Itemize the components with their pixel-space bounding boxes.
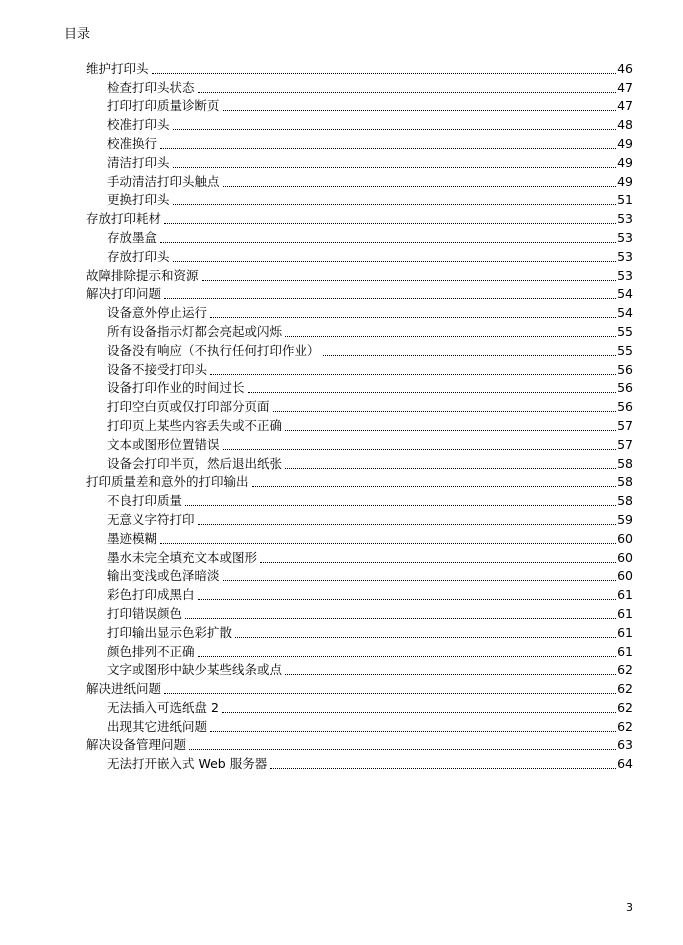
toc-entry-title: 墨水未完全填充文本或图形 <box>107 549 258 565</box>
toc-entry-page: 47 <box>617 79 633 95</box>
toc-entry-title: 打印页上某些内容丢失或不正确 <box>107 417 283 433</box>
toc-entry-page: 64 <box>617 756 633 772</box>
toc-dot-leader <box>210 731 616 732</box>
toc-entry[interactable] <box>86 396 633 415</box>
toc-entry-page: 60 <box>617 549 633 565</box>
toc-entry[interactable] <box>86 622 633 641</box>
toc-entry-page: 62 <box>617 681 633 697</box>
toc-entry-page: 58 <box>617 455 633 471</box>
toc-dot-leader <box>248 392 617 393</box>
toc-entry[interactable] <box>86 472 633 491</box>
toc-entry-title: 解决打印问题 <box>86 286 162 302</box>
toc-entry-page: 62 <box>617 699 633 715</box>
toc-dot-leader <box>160 543 616 544</box>
toc-entry-title: 打印打印质量诊断页 <box>107 98 220 114</box>
toc-entry-page: 54 <box>617 286 633 302</box>
toc-entry[interactable] <box>86 434 633 453</box>
toc-entry[interactable] <box>86 735 633 754</box>
toc-entry-title: 解决设备管理问题 <box>86 737 187 753</box>
toc-entry-page: 56 <box>617 380 633 396</box>
toc-entry-title: 输出变浅或色泽暗淡 <box>107 568 220 584</box>
toc-dot-leader <box>273 411 617 412</box>
toc-dot-leader <box>270 768 616 769</box>
toc-entry-title: 无意义字符打印 <box>107 511 195 527</box>
toc-entry-page: 53 <box>617 229 633 245</box>
toc-entry-page: 57 <box>617 417 633 433</box>
toc-entry[interactable] <box>86 697 633 716</box>
toc-dot-leader <box>198 92 617 93</box>
toc-entry[interactable] <box>86 678 633 697</box>
toc-entry-title: 设备意外停止运行 <box>107 305 208 321</box>
toc-dot-leader <box>260 562 616 563</box>
toc-entry-title: 校准换行 <box>107 135 158 151</box>
toc-entry-title: 文本或图形位置错误 <box>107 436 220 452</box>
toc-entry-title: 打印错误颜色 <box>107 605 183 621</box>
toc-entry-title: 彩色打印成黑白 <box>107 587 195 603</box>
toc-entry-title: 存放打印头 <box>107 248 170 264</box>
toc-entry[interactable] <box>86 284 633 303</box>
toc-entry[interactable] <box>86 302 633 321</box>
toc-dot-leader <box>173 204 617 205</box>
toc-dot-leader <box>164 693 616 694</box>
toc-entry[interactable] <box>86 528 633 547</box>
toc-entry-page: 51 <box>617 192 633 208</box>
toc-entry-page: 54 <box>617 305 633 321</box>
toc-entry-page: 59 <box>617 511 633 527</box>
toc-entry-page: 46 <box>617 60 633 76</box>
toc-entry-title: 存放墨盒 <box>107 229 158 245</box>
toc-dot-leader <box>173 261 617 262</box>
toc-entry-page: 55 <box>617 342 633 358</box>
toc-entry[interactable] <box>86 321 633 340</box>
toc-entry-page: 56 <box>617 399 633 415</box>
toc-entry-page: 49 <box>617 154 633 170</box>
toc-dot-leader <box>198 599 617 600</box>
toc-entry[interactable] <box>86 378 633 397</box>
table-of-contents <box>86 58 633 772</box>
toc-entry-title: 校准打印头 <box>107 117 170 133</box>
toc-dot-leader <box>285 674 616 675</box>
toc-entry-page: 56 <box>617 361 633 377</box>
toc-entry-title: 检查打印头状态 <box>107 79 195 95</box>
toc-dot-leader <box>222 712 616 713</box>
toc-dot-leader <box>223 580 617 581</box>
toc-dot-leader <box>185 618 616 619</box>
toc-entry-title: 更换打印头 <box>107 192 170 208</box>
toc-entry[interactable] <box>86 547 633 566</box>
toc-entry-page: 61 <box>617 624 633 640</box>
toc-entry-page: 53 <box>617 211 633 227</box>
toc-dot-leader <box>189 749 616 750</box>
toc-entry-title: 打印质量差和意外的打印输出 <box>86 474 249 490</box>
toc-entry[interactable] <box>86 716 633 735</box>
toc-entry-page: 49 <box>617 173 633 189</box>
toc-entry-title: 设备不接受打印头 <box>107 361 208 377</box>
toc-entry-title: 打印输出显示色彩扩散 <box>107 624 233 640</box>
toc-entry[interactable] <box>86 96 633 115</box>
toc-entry[interactable] <box>86 246 633 265</box>
toc-dot-leader <box>285 430 616 431</box>
toc-entry-page: 61 <box>617 587 633 603</box>
toc-dot-leader <box>198 656 617 657</box>
toc-dot-leader <box>235 637 616 638</box>
toc-entry-title: 无法打开嵌入式 Web 服务器 <box>107 756 268 772</box>
toc-dot-leader <box>223 449 617 450</box>
toc-entry-title: 故障排除提示和资源 <box>86 267 199 283</box>
toc-entry-title: 文字或图形中缺少某些线条或点 <box>107 662 283 678</box>
toc-entry[interactable] <box>86 265 633 284</box>
toc-dot-leader <box>173 167 617 168</box>
toc-dot-leader <box>152 73 617 74</box>
toc-entry[interactable] <box>86 753 633 772</box>
toc-entry[interactable] <box>86 58 633 77</box>
toc-entry[interactable] <box>86 584 633 603</box>
toc-entry-title: 墨迹模糊 <box>107 530 158 546</box>
toc-dot-leader <box>252 486 617 487</box>
toc-entry-page: 55 <box>617 323 633 339</box>
toc-dot-leader <box>285 468 616 469</box>
toc-entry-title: 所有设备指示灯都会亮起或闪烁 <box>107 323 283 339</box>
toc-entry-page: 53 <box>617 267 633 283</box>
toc-entry[interactable] <box>86 415 633 434</box>
toc-entry-page: 53 <box>617 248 633 264</box>
toc-entry-title: 设备没有响应（不执行任何打印作业） <box>107 342 320 358</box>
toc-entry-page: 61 <box>617 643 633 659</box>
toc-entry[interactable] <box>86 566 633 585</box>
toc-entry-title: 清洁打印头 <box>107 154 170 170</box>
toc-entry[interactable] <box>86 340 633 359</box>
toc-entry[interactable] <box>86 641 633 660</box>
toc-entry[interactable] <box>86 171 633 190</box>
toc-entry[interactable] <box>86 227 633 246</box>
toc-entry-page: 48 <box>617 117 633 133</box>
toc-entry-page: 47 <box>617 98 633 114</box>
toc-entry-page: 58 <box>617 493 633 509</box>
toc-entry-title: 设备会打印半页，然后退出纸张 <box>107 455 283 471</box>
toc-dot-leader <box>160 242 616 243</box>
toc-entry-page: 62 <box>617 718 633 734</box>
page-title: 目录 <box>64 27 91 42</box>
toc-entry-title: 手动清洁打印头触点 <box>107 173 220 189</box>
toc-entry-title: 无法插入可选纸盘 2 <box>107 699 219 715</box>
toc-entry-page: 58 <box>617 474 633 490</box>
toc-entry-page: 49 <box>617 135 633 151</box>
toc-entry[interactable] <box>86 490 633 509</box>
toc-entry[interactable] <box>86 509 633 528</box>
toc-entry-title: 维护打印头 <box>86 60 149 76</box>
toc-entry-page: 60 <box>617 568 633 584</box>
toc-entry-page: 62 <box>617 662 633 678</box>
toc-entry[interactable] <box>86 208 633 227</box>
toc-dot-leader <box>164 223 616 224</box>
toc-dot-leader <box>202 280 617 281</box>
toc-entry[interactable] <box>86 190 633 209</box>
toc-entry-page: 60 <box>617 530 633 546</box>
toc-dot-leader <box>160 148 616 149</box>
toc-entry[interactable] <box>86 133 633 152</box>
toc-entry[interactable] <box>86 152 633 171</box>
toc-dot-leader <box>164 298 616 299</box>
toc-entry[interactable] <box>86 359 633 378</box>
toc-dot-leader <box>285 336 616 337</box>
page-number: 3 <box>626 901 633 914</box>
toc-entry[interactable] <box>86 77 633 96</box>
toc-entry[interactable] <box>86 603 633 622</box>
toc-entry-title: 打印空白页或仅打印部分页面 <box>107 399 270 415</box>
toc-entry-page: 63 <box>617 737 633 753</box>
toc-entry-title: 设备打印作业的时间过长 <box>107 380 245 396</box>
toc-entry-title: 出现其它进纸问题 <box>107 718 208 734</box>
toc-dot-leader <box>223 110 617 111</box>
toc-entry-title: 颜色排列不正确 <box>107 643 195 659</box>
toc-entry[interactable] <box>86 660 633 679</box>
toc-entry-title: 存放打印耗材 <box>86 211 162 227</box>
toc-entry-page: 61 <box>617 605 633 621</box>
toc-entry-title: 解决进纸问题 <box>86 681 162 697</box>
toc-entry-page: 57 <box>617 436 633 452</box>
toc-dot-leader <box>210 374 616 375</box>
toc-dot-leader <box>210 317 616 318</box>
toc-entry[interactable] <box>86 453 633 472</box>
toc-dot-leader <box>173 129 617 130</box>
toc-dot-leader <box>198 524 617 525</box>
toc-dot-leader <box>323 355 617 356</box>
toc-dot-leader <box>223 186 617 187</box>
toc-entry-title: 不良打印质量 <box>107 493 183 509</box>
toc-dot-leader <box>185 505 616 506</box>
toc-entry[interactable] <box>86 114 633 133</box>
